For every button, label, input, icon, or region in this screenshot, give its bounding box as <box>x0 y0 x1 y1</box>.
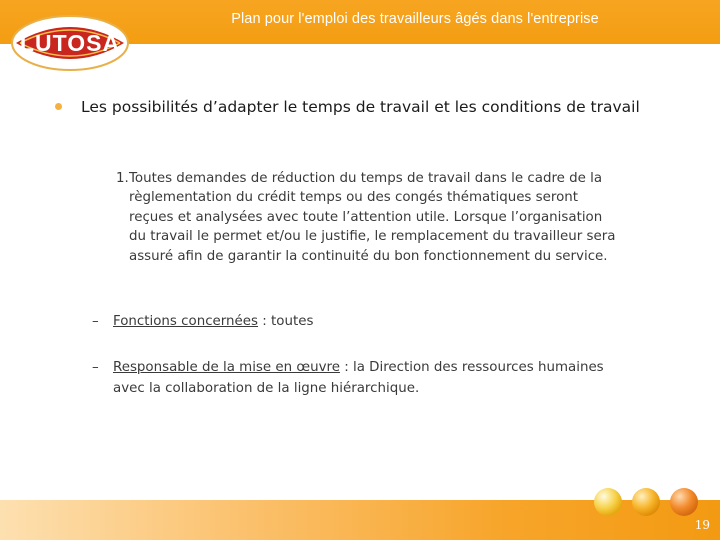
dash-item-text: : la Direction des ressources humaines avec la collaboration de la ligne hiérarchique. <box>113 360 604 396</box>
logo-text: LUTOSA <box>19 30 121 56</box>
numbered-item <box>116 169 616 266</box>
dash-item-text: : toutes <box>258 314 314 329</box>
dash-item-label: Responsable de la mise en œuvre <box>113 360 340 375</box>
page-number: 19 <box>694 518 710 532</box>
bullet-dot <box>55 103 62 110</box>
dash-item-responsible <box>92 357 612 399</box>
orange-ball-icon <box>670 488 698 516</box>
item-text: Toutes demandes de réduction du temps de travail dans le cadre de la règlementation du crédit temps ou des congés thématiques seront reçues et analysées avec toute l’attention utile. Lorsque l’organisation du travail le permet et/ou le justifie, le remplacement du travailleur sera assuré afin de garantir la continuité du bon fonctionnement du service. <box>129 171 616 264</box>
presentation-title: Plan pour l'emploi des travailleurs âgés dans l'entreprise <box>231 11 599 27</box>
yellow-ball-icon <box>594 488 622 516</box>
dash-marker: – <box>92 360 99 375</box>
item-number: 1. <box>116 171 129 186</box>
main-bullet-text: Les possibilités d’adapter le temps de travail et les conditions de travail <box>81 98 640 116</box>
gold-ball-icon <box>632 488 660 516</box>
lutosa-logo <box>10 13 130 73</box>
dash-item-functions <box>92 311 612 332</box>
decorative-balls <box>590 485 702 519</box>
dash-marker: – <box>92 314 99 329</box>
dash-item-label: Fonctions concernées <box>113 314 259 329</box>
